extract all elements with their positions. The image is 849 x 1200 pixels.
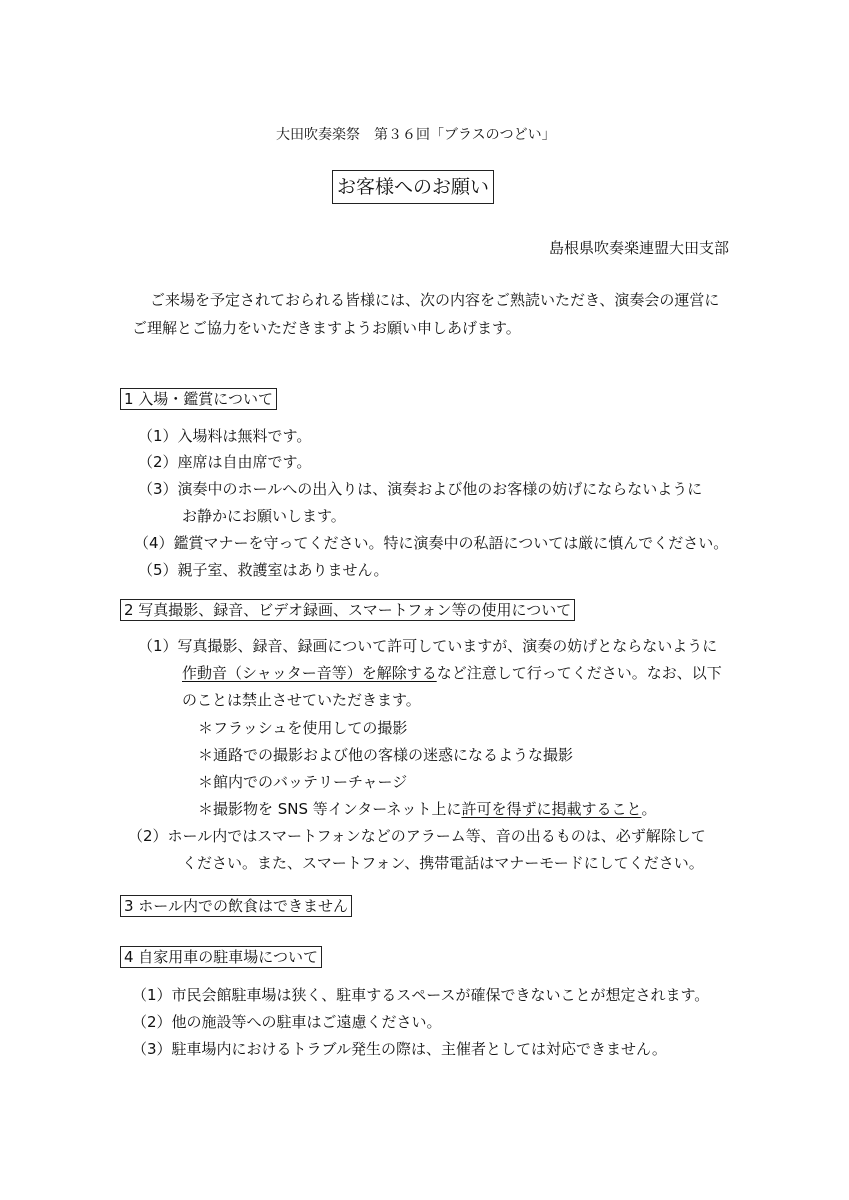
- intro-line-2: ご理解とご協力をいただきますようお願い申しあげます。: [132, 319, 521, 337]
- s1-item-3-cont: お静かにお願いします。: [182, 507, 346, 525]
- s2-item-1-cont-rest: など注意して行ってください。なお、以下: [436, 664, 722, 682]
- intro-line-1: ご来場を予定されておられる皆様には、次の内容をご熟読いただき、演奏会の運営に: [150, 291, 720, 309]
- s2-item-2: （2）ホール内ではスマートフォンなどのアラーム等、音の出るものは、必ず解除して: [128, 827, 706, 845]
- s1-item-2: （2）座席は自由席です。: [138, 453, 312, 471]
- section-3-heading: 3 ホール内での飲食はできません: [120, 895, 352, 917]
- s2-bullet-4-end: 。: [641, 800, 657, 818]
- s2-item-1-cont: [182, 663, 722, 683]
- s4-item-1: （1）市民会館駐車場は狭く、駐車するスペースが確保できないことが想定されます。: [132, 986, 710, 1004]
- section-4-heading: 4 自家用車の駐車場について: [120, 946, 322, 968]
- section-2-heading: 2 写真撮影、録音、ビデオ録画、スマートフォン等の使用について: [120, 599, 575, 621]
- s2-bullet-2: ＊通路での撮影および他の客様の迷惑になるような撮影: [198, 746, 574, 764]
- s2-item-1-cont2: のことは禁止させていただきます。: [182, 691, 421, 709]
- s1-item-1: （1）入場料は無料です。: [138, 427, 312, 445]
- page-title: お客様へのお願い: [332, 170, 494, 204]
- s2-bullet-4: [198, 799, 656, 819]
- s2-item-2-cont: ください。また、スマートフォン、携帯電話はマナーモードにしてください。: [182, 854, 704, 872]
- page-subtitle: 大田吹奏楽祭 第３６回「ブラスのつどい」: [276, 127, 556, 143]
- s4-item-2: （2）他の施設等への駐車はご遠慮ください。: [132, 1013, 442, 1031]
- s2-bullet-4-pre: ＊撮影物を SNS 等インターネット上に: [198, 800, 462, 818]
- s2-bullet-4-underlined: 許可を得ずに掲載すること: [461, 800, 642, 818]
- s2-underlined-text: 作動音（シャッター音等）を解除する: [182, 664, 437, 682]
- section-1-heading: 1 入場・鑑賞について: [120, 388, 277, 410]
- s1-item-3: （3）演奏中のホールへの出入りは、演奏および他のお客様の妨げにならないように: [138, 480, 703, 498]
- s1-item-5: （5）親子室、救護室はありません。: [138, 561, 389, 579]
- s2-bullet-1: ＊フラッシュを使用しての撮影: [198, 719, 408, 737]
- s2-bullet-3: ＊館内でのバッテリーチャージ: [198, 773, 408, 791]
- s4-item-3: （3）駐車場内におけるトラブル発生の際は、主催者としては対応できません。: [132, 1040, 667, 1058]
- s1-item-4: （4）鑑賞マナーを守ってください。特に演奏中の私語については厳に慎んでください。: [134, 534, 729, 552]
- organizer: 島根県吹奏楽連盟大田支部: [548, 239, 729, 257]
- s2-item-1: （1）写真撮影、録音、録画について許可していますが、演奏の妨げとならないように: [138, 637, 718, 655]
